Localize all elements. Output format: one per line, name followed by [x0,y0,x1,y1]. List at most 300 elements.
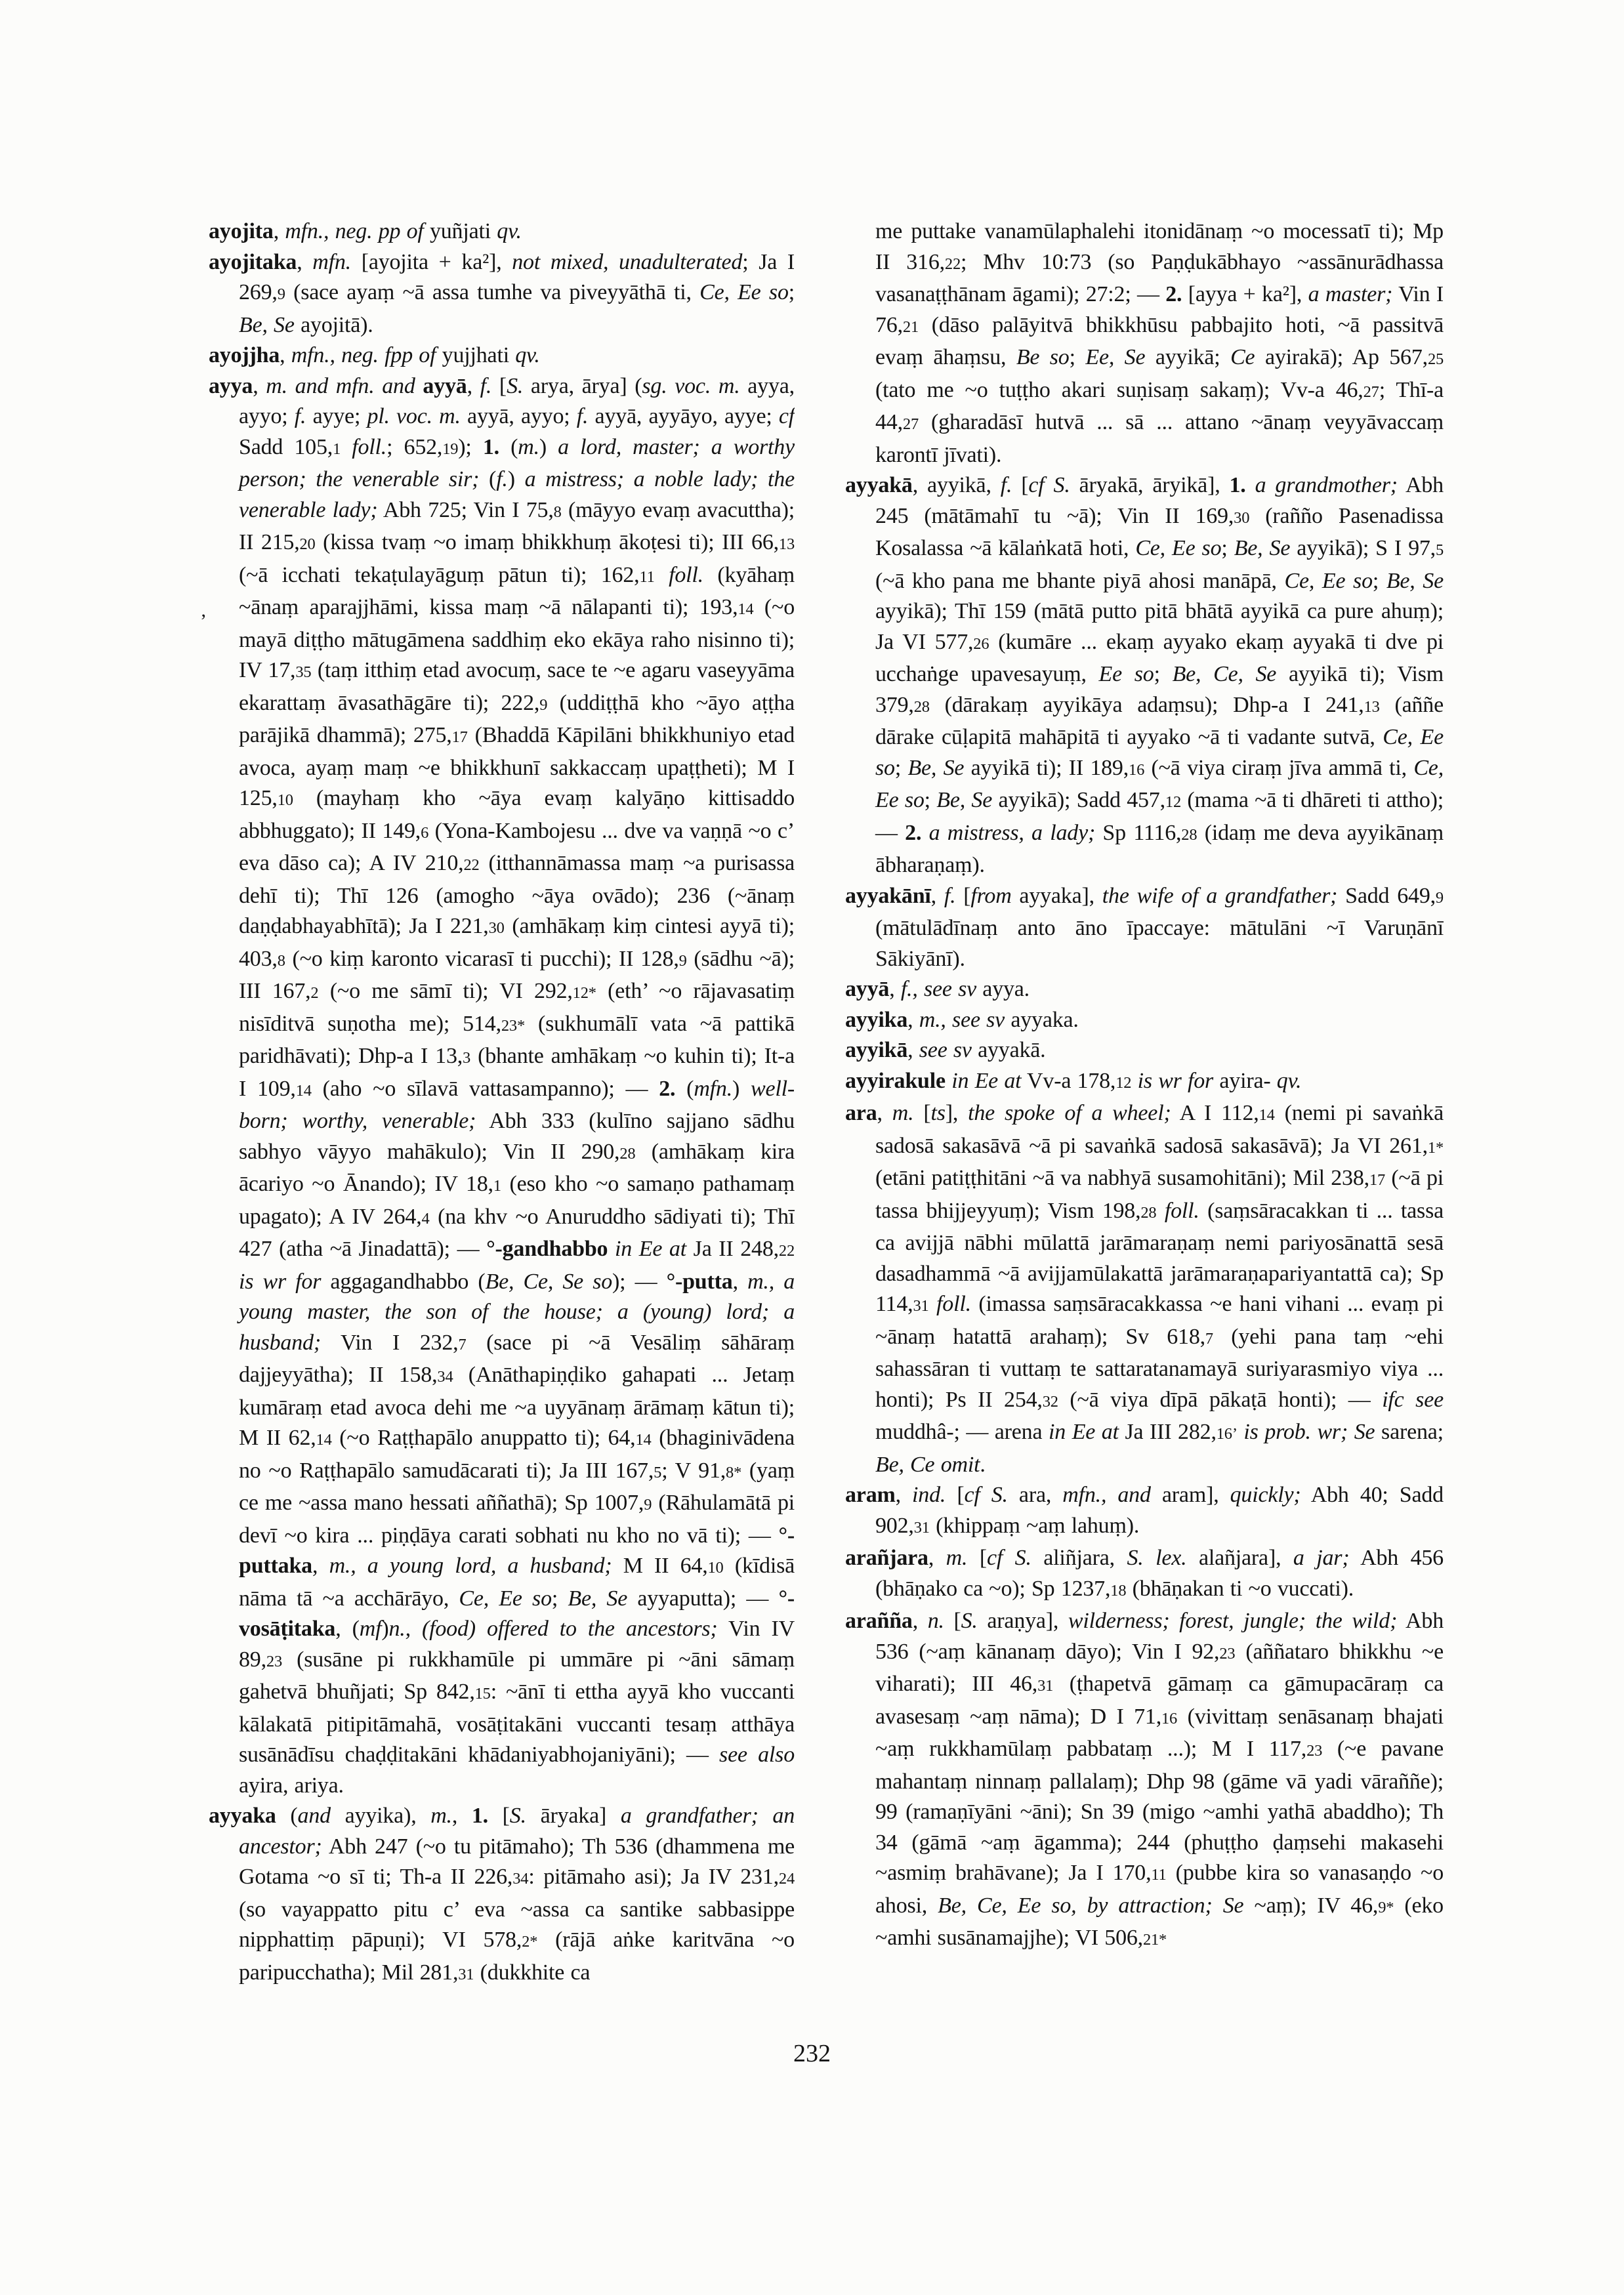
line-number-reference: 18 [1110,1581,1127,1600]
line-number-reference: 31 [913,1297,929,1315]
line-number-reference: 25 [1427,350,1444,368]
page-number: 232 [793,2040,831,2067]
text-run: ) [539,434,558,459]
italic-text: m. [518,434,539,459]
line-number-reference: 21 [902,318,919,336]
text-run: ayyikā; [1145,345,1231,369]
text-run: ayyika), [330,1804,431,1828]
text-run: [ayojita + ka²], [350,249,512,274]
text-run: ayya. [976,977,1030,1001]
italic-text: mfn. [694,1076,733,1101]
italic-text: Ce [1230,345,1255,369]
text-run: , [930,883,944,908]
text-run [921,821,928,845]
italic-text: Ce, Ee so [699,280,789,304]
text-run: Abh 247 (~o tu pitāmaho); Th 536 (dhammena me Gotama ~o sī ti; Th-a II 226,34: pitāmaho asi); Ja IV 231,24 (so vayappatto pitu c’ eva ~assa ca santike sabbasippe nipphattiṃ pāpuṇi); VI 578,2* (rājā aṅke karitvāna ~o paripucchatha); Mil 281,31 (dukkhite ca [239,1834,795,1985]
text-run: ; [551,1586,568,1611]
text-run: ayyā, ayyāyo, ayye; [588,404,779,428]
text-run: ; [924,788,937,812]
text-run [1246,473,1255,497]
line-number-reference: 12* [572,984,596,1002]
text-run: M II 64,10 (kīdisā nāma tā ~a acchārāyo, [239,1554,795,1611]
line-number-reference: 30 [488,919,505,937]
scan-artifact-mark: ’ [200,610,207,632]
headword: arañña [845,1609,913,1633]
dictionary-entry [845,1098,1444,1480]
line-number-reference: 16 [1129,760,1145,779]
italic-text: cf [778,404,795,428]
right-column [845,217,1444,1995]
italic-text: a master; [1308,282,1393,306]
text-run: Ja III 282,16’ [1118,1420,1238,1444]
text-run: [ [1012,473,1029,497]
dictionary-entry [209,247,795,341]
text-run: ( [276,1804,298,1828]
text-run [1213,1893,1223,1918]
bold-text: ayyā [423,373,467,398]
italic-text: foll. [352,434,387,459]
line-number-reference: 15 [474,1685,491,1703]
dictionary-entry [845,1005,1444,1036]
dictionary-entry [845,470,1444,881]
italic-text: m., a young master, the son of the house; a (young) lord; a husband; [239,1269,795,1355]
text-run: Sp 1116,28 (idaṃ me deva ayyikānaṃ ābharaṇaṃ). [875,820,1444,877]
italic-text: Be so [1016,345,1070,369]
text-run [946,1069,951,1093]
italic-text: qv. [497,219,522,243]
text-run: Vin IV 89,23 (susāne pi rukkhamūle pi ummāre pi ~āni sāmaṃ gahetvā bhuñjati; Sp 842,15: ~ānī ti ettha ayyā kho vuccanti kālakatā pitipitāmahā, vosāṭitakāni vuccanti tesaṃ atthāya susānādīsu chaḍḍitakāni khādaniyabhojaniyāni); — [239,1617,795,1767]
text-run: , [467,373,480,398]
italic-text: qv. [1276,1068,1302,1093]
italic-text: a grandmother; [1255,473,1398,497]
text-run: A I 112,14 (nemi pi savaṅkā sadosā sakasāvā ~ā pi savaṅkā sadosā sakasāvā); Ja VI 261,1* (etāni patiṭṭhitāni ~ā va nabhyā susamohitāni); Mil 238,17 (~ā pi tassa bhijjeyyuṃ); Vism 198,28 [875,1101,1444,1223]
text-run: , [312,1554,329,1578]
text-run: arya, ārya] ( [523,373,642,398]
italic-text: in Ee at [951,1068,1022,1093]
text-run: [ [946,1483,965,1507]
italic-text: mfn., neg. pp of [285,219,424,243]
text-run: alañjara], [1186,1546,1293,1570]
text-run: Abh 40; Sadd 902,31 (khippaṃ ~aṃ lahuṃ). [875,1483,1444,1538]
line-number-reference: 28 [1140,1203,1157,1222]
line-number-reference: 1 [333,440,341,458]
italic-text: a lord, master; a worthy person; the venerable sir; [239,434,795,491]
line-number-reference: 9* [1378,1898,1394,1916]
line-number-reference: 11 [1151,1866,1167,1884]
line-number-reference: 34 [512,1870,529,1888]
text-run: aram], [1150,1483,1230,1507]
text-run: ayyikā); S I 97,5 (~ā kho pana me bhante piyā ahosi manāpā, [875,536,1444,593]
text-run: ); — [612,1269,667,1294]
text-run: (kyāhaṃ ~ānaṃ aparajjhāmi, kissa maṃ ~ā nālapanti ti); 193,14 (~o mayā diṭṭho mātugāmena saddhiṃ eko ekāya raho nisinno ti); IV 17,35 (taṃ itthiṃ etad avocuṃ, sace te ~e agaru vaseyyāma ekarattaṃ āvasathāgāre ti); 222,9 (uddiṭṭhā kho ~āyo aṭṭha parājikā dhammā); 275,17 (Bhaddā Kāpilāni bhikkhuniyo etad avoca, ayaṃ maṃ ~e bhikkhunī sakkaccaṃ upaṭṭheti); M I 125,10 (mayhaṃ kho ~āya evaṃ kalyāṇo kittisaddo abbhuggato); II 149,6 (Yona-Kambojesu ... dve va vaṇṇā ~o c’ eva dāso ca); A IV 210,22 (itthannāmassa maṃ ~a purisassa dehī ti); Thī 126 (amogho ~āya ovādo); 236 (~ānaṃ daṇḍabhayabhītā); Ja I 221,30 (amhākaṃ kiṃ cintesi ayyā ti); 403,8 (~o kiṃ karonto vicarasī ti pucchi); II 128,9 (sādhu ~ā); III 167,2 (~o me sāmī ti); VI 292,12* (eth’ ~o rājavasatiṃ nisīditvā suṇotha me); 514,23* (sukhumālī vata ~ā pattikā paridhāvati); Dhp-a I 13,3 (bhante amhākaṃ ~o kuhin ti); It-a I 109,14 (aho ~o sīlavā vattasampanno); — [239,562,795,1101]
text-run: ) [507,467,525,491]
text-run: [ [944,1609,961,1633]
line-number-reference: 9 [678,951,687,970]
text-run [415,374,423,398]
headword: ayya [209,373,253,398]
headword: ayojjha [209,343,280,367]
text-run: aliñjara, [1031,1546,1127,1570]
text-run: , [273,219,285,243]
line-number-reference: 17 [451,728,468,746]
italic-text: see sv [919,1038,972,1062]
line-number-reference: 6 [421,823,429,842]
italic-text: foll. [936,1292,971,1316]
line-number-reference: 22 [463,856,480,874]
text-run: , [912,1609,928,1633]
italic-text: Ce, Ee so [459,1586,552,1611]
text-run: ) [381,1617,389,1641]
italic-text: Ce, Ee so [875,755,1444,812]
text-run: [ayya + ka²], [1182,282,1308,306]
italic-text: S. [1014,1546,1031,1570]
text-run: (saṃsāracakkan ti ... tassa ca avijjā nābhi mūlattā jarāmaraṇaṃ nemi pariyosānattā sesā dasadhammā ~ā avijjamūlakattā jarāmaraṇapariyantattā ca); Sp 114,31 [875,1198,1444,1316]
italic-text: n. [927,1609,944,1633]
italic-text: cf S. [1028,473,1070,497]
italic-text: f. [944,883,956,908]
line-number-reference: 5 [1435,541,1444,559]
dictionary-entry [209,1801,795,1990]
italic-text: Be, Se [1234,536,1291,560]
line-number-reference: 28 [619,1144,636,1163]
bold-text: °-vosāṭitaka [239,1586,795,1641]
line-number-reference: 5 [654,1463,662,1481]
bold-text: 2. [1165,282,1182,306]
italic-text: Be, Se [936,788,993,812]
italic-text: Ce, Ee so [875,725,1444,780]
text-run: muddhâ-; — arena [875,1420,1049,1444]
line-number-reference: 1* [1427,1138,1444,1157]
line-number-reference: 2* [522,1933,538,1951]
italic-text: quickly; [1230,1483,1301,1507]
headword: ayyika [845,1007,908,1032]
bold-text: °-gandhabbo [486,1237,608,1261]
italic-text: foll. [669,562,703,587]
text-run: [ [913,1101,931,1125]
italic-text: S. lex. [1127,1546,1187,1570]
text-run [1348,1420,1354,1444]
text-run: Abh 456 (bhāṇako ca ~o); Sp 1237,18 (bhāṇakan ti ~o vuccati). [875,1546,1444,1601]
line-number-reference: 24 [778,1870,795,1888]
italic-text: a mistress, a lady; [928,820,1096,845]
headword: ayojitaka [209,249,297,274]
line-number-reference: 10 [277,791,293,809]
italic-text: Be, Se [907,755,965,780]
italic-text: cf [986,1546,1003,1570]
bold-text: 2. [905,820,922,845]
italic-text: wilderness; forest, jungle; the wild; [1068,1609,1398,1633]
line-number-reference: 32 [1042,1392,1058,1411]
line-number-reference: 14 [635,1431,652,1449]
line-number-reference: 4 [421,1209,430,1228]
italic-text: pl. voc. m. [367,404,461,428]
italic-text: is wr for [1137,1068,1214,1093]
text-run: ayyikā ti); II 189,16 (~ā viya ciraṃ jīva ammā ti, [964,755,1414,780]
text-run: ayya, ayyo; [239,373,795,428]
italic-text: ind. [912,1483,946,1507]
headword: ayyakā [845,473,913,497]
italic-text: in Ee at [1049,1420,1119,1444]
headword: ara [845,1101,877,1125]
italic-text: m. [892,1101,914,1125]
italic-text: well-born; worthy, venerable; [239,1076,795,1133]
text-run: . [980,1452,986,1477]
italic-text: S. [509,1804,526,1828]
bold-text: 1. [482,434,499,459]
line-number-reference: 30 [1234,508,1250,527]
italic-text: a grandfather; an ancestor; [239,1804,795,1859]
text-run: ~aṃ); IV 46,9* (eko ~amhi susānamajjhe); VI 506,21* [875,1893,1444,1950]
text-run: āryakā, āryikā], [1070,473,1230,497]
text-run: (imassa saṃsāracakkassa ~e hani vihani ... evaṃ pi ~ānaṃ hatattā arahaṃ); Sv 618,7 (yehi pana taṃ ~ehi sahassāran ti vuttaṃ te sattaratanamayā suriyarasmiyo viya ... honti); Ps II 254,32 (~ā viya dīpā pākaṭā honti); — [875,1292,1444,1412]
headword: ayyakānī [845,883,931,908]
text-run: araṇya], [977,1609,1068,1633]
line-number-reference: 28 [913,697,930,716]
italic-text: qv. [515,343,540,367]
line-number-reference: 10 [707,1559,724,1577]
text-run: , [889,977,901,1001]
text-run: , ayyikā, [912,473,1001,497]
dictionary-entry [209,341,795,371]
line-number-reference: 14 [316,1431,332,1449]
text-run: , [895,1483,913,1507]
text-run: Abh 333 (kulīno sajjano sādhu sabhyo vāyyo mahākulo); Vin II 290,28 (amhākaṃ kira ācariyo ~o Ānando); IV 18,1 (eso kho ~o samaṇo pathamaṃ upagato); A IV 264,4 (na khv ~o Anuruddho sādiyati ti); Thī 427 (atha ~ā Jinadattā); — [239,1109,795,1261]
text-run: Abh 536 (~aṃ kānanaṃ dāyo); Vin I 92,23 (aññataro bhikkhu ~e viharati); III 46,31 (ṭhapetvā gāmaṃ ca gāmupacāraṃ ca avasesaṃ ~aṃ nāma); D I 71,16 (vivittaṃ senāsanaṃ bhajati ~aṃ rukkhamūlaṃ pabbataṃ ...); M I 117,23 (~e pavane mahantaṃ ninnaṃ pallalaṃ); Dhp 98 (gāme vā yadi vāraññe); 99 (ramaṇīyāni ~āni); Sn 39 (migo ~amhi yathā abaddho); Th 34 (gāmā ~aṃ āgamma); 244 (phuṭṭho ḍaṃsehi makasehi ~asmiṃ brahāvane); Ja I 170,11 (pubbe kira so vanasaṇḍo ~o ahosi, [875,1609,1444,1918]
text-run: ayyaka], [1011,883,1102,908]
line-number-reference: 7 [458,1335,467,1354]
italic-text: from [970,883,1012,908]
bold-text: 2. [659,1076,676,1101]
line-number-reference: 9 [644,1496,652,1514]
italic-text: the spoke of a wheel; [968,1101,1171,1125]
italic-text: Be, Se [239,312,295,337]
line-number-reference: 14 [1259,1106,1275,1124]
line-number-reference: 12 [1165,793,1181,811]
text-run: ayyā, ayyo; [460,404,577,428]
line-number-reference: 14 [738,600,754,618]
text-run: ayyikā); Thī 159 (mātā putto pitā bhātā ayyikā ca pure ahuṃ); Ja VI 577,26 (kumāre ... ekaṃ ayyako ekaṃ ayyakā ti dve pi ucchaṅge upavesayuṃ, [875,599,1444,686]
italic-text: Be, Ce omit [875,1452,980,1477]
italic-text: in Ee at [615,1237,686,1261]
line-number-reference: 16’ [1216,1425,1238,1443]
text-run: Sadd 105,1 [239,434,341,459]
text-run: ; [1221,536,1234,560]
text-run: [ [955,883,971,908]
italic-text: Be, Se [1386,568,1444,593]
italic-text: m. and mfn. and [266,373,415,398]
line-number-reference: 27 [902,415,919,433]
italic-text: f. [480,373,492,398]
italic-text: is wr for [239,1269,322,1294]
line-number-reference: 34 [437,1368,453,1386]
text-run: ; Ja I 269,9 (sace ayaṃ ~ā assa tumhe va piveyyāthā ti, [239,249,795,304]
line-number-reference: 31 [913,1518,930,1537]
headword: ayyikā [845,1038,908,1062]
italic-text: Be, Se [568,1586,628,1611]
italic-text: a mistress; a noble lady; the venerable lady; [239,467,795,522]
text-run: , ( [335,1617,360,1641]
text-run: , [297,249,313,274]
italic-text: f. [576,404,589,428]
line-number-reference: 23* [501,1016,525,1035]
italic-text: not mixed, unadulterated [512,249,743,274]
text-run: Abh 245 (mātāmahī tu ~ā); Vin II 169,30 (rañño Pasenadissa Kosalassa ~ā kālaṅkatā hoti, [875,473,1444,560]
italic-text: Be, Ce, Se so [485,1269,613,1294]
text-run: ayirakā); Ap 567,25 (tato me ~o tuṭṭho akari suṇisaṃ sakaṃ); Vv-a 46,27; Thī-a 44,27 (gharadāsī hutvā ... sā ... attano ~ānaṃ veyyāvaccaṃ karontī jīvati). [875,345,1444,467]
text-run: ( [499,434,518,459]
bold-text: °-putta [666,1269,733,1294]
headword: ayyirakule [845,1068,946,1093]
dictionary-entry [845,1035,1444,1066]
italic-text: Be, Ce, Ee so, by attraction; [938,1893,1213,1918]
italic-text: mf [359,1617,382,1641]
line-number-reference: 35 [295,663,312,681]
line-number-reference: 12 [1115,1073,1132,1092]
line-number-reference: 9 [277,285,285,303]
italic-text: Ee so [1098,662,1154,686]
italic-text: m., see sv [919,1007,1005,1032]
text-run: sarena; [1375,1420,1444,1444]
text-run: ) [732,1076,751,1101]
italic-text: Be, Ce, Se [1172,662,1277,686]
italic-text: Se [1222,1893,1244,1918]
dictionary-entry [845,1480,1444,1543]
italic-text: see also [719,1743,795,1767]
text-run: ayyakā. [971,1038,1046,1062]
line-number-reference: 7 [1205,1329,1213,1348]
text-run: , [907,1007,919,1032]
line-number-reference: 1 [493,1177,501,1195]
text-run: Ja II 248,22 [686,1237,795,1261]
italic-text: m. [946,1546,968,1570]
italic-text: Ce, Ee so [1284,568,1373,593]
text-run: Sadd 649,9 (mātulādīnaṃ anto āno īpaccaye: mātulāni ~ī Varuṇānī Sākiyānī). [875,883,1444,971]
text-run: ; [1154,662,1173,686]
line-number-reference: 14 [295,1081,312,1100]
line-number-reference: 22 [944,255,961,273]
text-run: Abh 725; Vin I 75,8 (māyyo evaṃ avacuttha); II 215,20 (kissa tvaṃ ~o imaṃ bhikkhuṃ ākoṭesi ti); III 66,13 (~ā icchati tekaṭulayāguṃ pātun ti); 162,11 [239,497,795,587]
line-number-reference: 19 [442,440,459,458]
italic-text: n., (food) offered to the ancestors; [388,1617,718,1641]
line-number-reference: 8 [553,503,562,521]
text-run: me puttake vanamūlaphalehi itonidānaṃ ~o mocessatī ti); Mp II 316,22; Mhv 10:73 (so Paṇḍukābhayo ~assānurādhassa vasanaṭṭhānam āgami); 27:2; — [875,219,1444,306]
text-run: , [732,1269,748,1294]
line-number-reference: 26 [973,634,989,653]
bold-text: °-puttaka [239,1523,795,1578]
dictionary-entry [209,217,795,247]
text-run: Vin I 232,7 (sace pi ~ā Vesāliṃ sāhāraṃ dajjeyyātha); II 158,34 (Anāthapiṇḍiko gahapati ... Jetaṃ kumāraṃ etad avoca dehi me ~a uyyānaṃ ārāmaṃ kātun ti); M II 62,14 (~o Raṭṭhapālo anuppatto ti); 64,14 (bhaginivādena no ~o Raṭṭhapālo samudācarati ti); Ja III 167,5; V 91,8* (yaṃ ce me ~assa mano hessati aññathā); Sp 1007,9 (Rāhulamātā pi devī ~o kira ... piṇḍāya carati sobhati nu kho no vā ti); — [239,1330,795,1548]
italic-text: a jar; [1293,1546,1350,1570]
text-run: ( [479,467,497,491]
text-run: ayyikā); Sadd 457,12 (mama ~ā ti dhāreti ti attho); — [875,788,1444,845]
text-run: ayyaka. [1005,1007,1079,1032]
text-run: [ [967,1546,987,1570]
text-run: , [451,1804,472,1828]
text-run: [ [488,1804,510,1828]
dictionary-entry-continuation [845,217,1444,470]
text-run [608,1237,615,1261]
text-run: , [928,1546,946,1570]
bold-text: 1. [471,1804,488,1828]
text-run: ayyikā ti); Vism 379,28 (dārakaṃ ayyikāya adaṃsu); Dhp-a I 241,13 (aññe dārake cūḷapitā mahāpitā ti ayyako ~ā ti vadante sutvā, [875,662,1444,749]
text-run: [ [491,373,507,398]
text-run: ayye; [306,404,367,428]
text-run: ; [788,280,795,304]
italic-text: the wife of a grandfather; [1102,883,1338,908]
line-number-reference: 23 [1219,1644,1236,1663]
italic-text: f., see sv [900,977,976,1001]
italic-text: m. [430,1804,452,1828]
line-number-reference: 9 [539,695,548,714]
text-run: Vin I 76,21 (dāso palāyitvā bhikkhūsu pabbajito hoti, ~ā passitvā evaṃ āhaṃsu, [875,282,1444,369]
text-run: , [877,1101,892,1125]
line-number-reference: 8* [726,1463,742,1481]
italic-text: mfn., neg. fpp of [291,343,436,367]
text-run: ayojitā). [294,312,373,337]
line-number-reference: 17 [1369,1171,1386,1189]
text-run: , [253,373,266,398]
headword: ayyā [845,977,890,1001]
line-number-reference: 23 [266,1652,282,1670]
line-number-reference: 9 [1435,888,1444,907]
text-run: yujjhati [436,343,516,367]
line-number-reference: 13 [1364,697,1380,716]
dictionary-entry [845,1066,1444,1099]
text-run: , [907,1038,919,1062]
italic-text: f. [1000,473,1012,497]
text-run: aggagandhabbo ( [321,1269,486,1294]
dictionary-entry [209,371,795,1802]
dictionary-entry [845,1543,1444,1606]
text-run: , [280,343,291,367]
text-run: ; [894,755,908,780]
line-number-reference: 28 [1181,825,1197,844]
line-number-reference: 23 [1306,1742,1323,1760]
text-run: ayira- [1213,1068,1277,1093]
italic-text: foll. [1164,1198,1199,1223]
dictionary-entry [845,1606,1444,1956]
italic-text: Ee, Se [1085,345,1146,369]
line-number-reference: 16 [1161,1709,1178,1727]
italic-text: Se [1354,1420,1375,1444]
italic-text: ts [930,1101,946,1125]
text-run: Vv-a 178,12 [1021,1068,1132,1093]
text-run: yuñjati [423,219,497,243]
text-run: ; [1069,345,1086,369]
text-run: ara, [1007,1483,1063,1507]
italic-text: m., a young lord, a husband; [329,1554,612,1578]
line-number-reference: 31 [1037,1677,1054,1695]
left-column [209,217,795,1995]
text-run: ; [1372,568,1386,593]
line-number-reference: 2 [310,984,319,1002]
line-number-reference: 20 [299,535,316,553]
line-number-reference: 31 [458,1965,474,1983]
text-run: āryaka] [526,1804,621,1828]
italic-text: mfn., and [1062,1483,1151,1507]
italic-text: and [297,1804,331,1828]
italic-text: sg. voc. m. [642,373,740,398]
italic-text: is prob. wr; [1243,1420,1348,1444]
line-number-reference: 22 [778,1242,795,1260]
italic-text: f. [496,467,508,491]
text-run: ayira, ariya. [239,1773,344,1798]
line-number-reference: 27 [1363,382,1379,401]
italic-text: Ce, Ee so [1135,536,1222,560]
bold-text: 1. [1229,473,1246,497]
italic-text: cf S. [964,1483,1008,1507]
headword: aram [845,1483,896,1507]
